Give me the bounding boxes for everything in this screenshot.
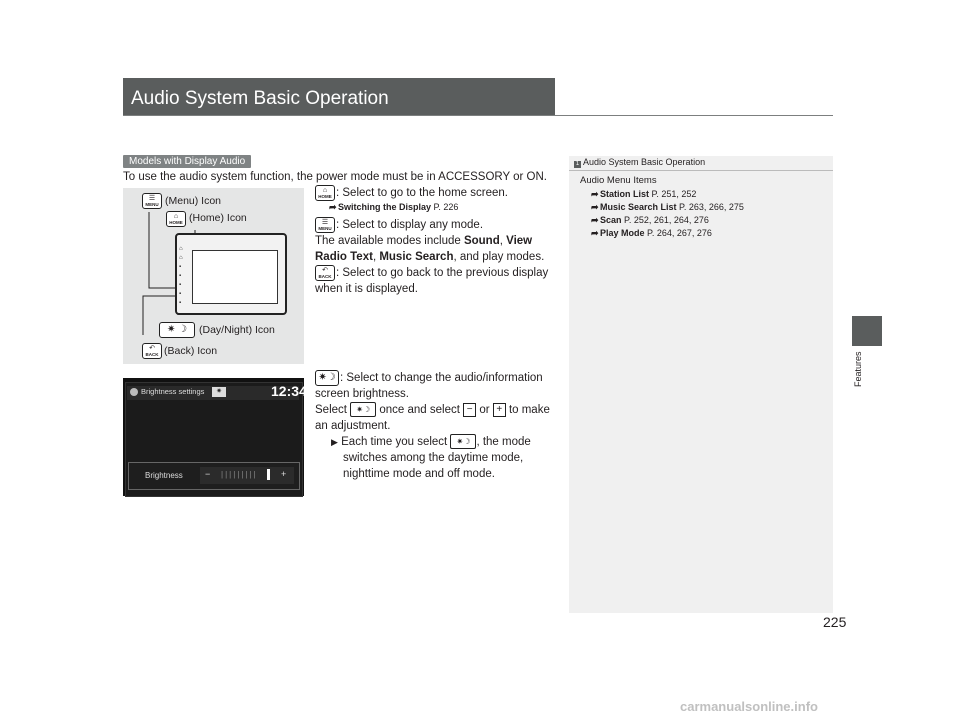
sidebar-heading-rule <box>569 170 833 171</box>
brightness-slider-thumb <box>267 469 270 480</box>
brightness-label: Brightness <box>145 471 183 480</box>
back-arrow-icon <box>130 388 138 396</box>
list-item: ➦Station List P. 251, 252 <box>591 189 697 199</box>
home-icon: ⌂ HOME <box>166 211 186 227</box>
each-time-note-2: switches among the daytime mode, <box>343 452 524 464</box>
home-icon-label: (Home) Icon <box>189 212 247 224</box>
reference-arrow-icon: ➦ <box>329 202 337 212</box>
each-time-note-3: nighttime mode and off mode. <box>343 468 495 480</box>
page-number: 225 <box>823 614 847 630</box>
home-reference: ➦Switching the Display P. 226 <box>329 202 459 212</box>
page-title: Audio System Basic Operation <box>131 88 389 109</box>
day-night-description-2: screen brightness. <box>315 388 409 400</box>
watermark: carmanualsonline.info <box>680 699 818 714</box>
back-icon-label: (Back) Icon <box>164 345 218 357</box>
sidebar-heading: 1 Audio System Basic Operation <box>575 157 706 167</box>
audio-menu-items-title: Audio Menu Items <box>580 175 657 186</box>
day-night-description: : Select to change the audio/information <box>340 372 543 384</box>
reference-arrow-icon: ➦ <box>591 228 599 238</box>
back-description-2: when it is displayed. <box>315 283 418 295</box>
menu-icon-label: (Menu) Icon <box>165 195 222 207</box>
day-night-icon-label: (Day/Night) Icon <box>199 324 275 336</box>
select-instruction: Select ✷☽ once and select − or + to make <box>315 403 550 416</box>
back-icon: ↶ BACK <box>315 265 335 281</box>
side-tab-label: Features <box>853 351 863 387</box>
clock-time: 12:34 <box>271 383 307 399</box>
list-item: ➦Play Mode P. 264, 267, 276 <box>591 228 712 238</box>
menu-icon: ☰ MENU <box>315 217 335 233</box>
day-night-icon: ✷ ☽ <box>159 322 195 338</box>
reference-arrow-icon: ➦ <box>591 189 599 199</box>
note-marker-icon: 1 <box>575 161 580 167</box>
plus-button-icon: + <box>493 403 506 417</box>
day-night-icon: ✷☽ <box>315 370 339 386</box>
reference-arrow-icon: ➦ <box>591 202 599 212</box>
models-tag: Models with Display Audio <box>123 155 251 168</box>
home-description: : Select to go to the home screen. <box>336 187 508 199</box>
menu-description: : Select to display any mode. <box>336 219 484 231</box>
brightness-plus-button: + <box>281 469 287 479</box>
home-icon: ⌂ HOME <box>315 185 335 201</box>
reference-arrow-icon: ➦ <box>591 215 599 225</box>
list-item: ➦Scan P. 252, 261, 264, 276 <box>591 215 709 225</box>
select-instruction-2: an adjustment. <box>315 420 391 432</box>
back-icon: ↶ BACK <box>142 343 162 359</box>
screen-display-area <box>192 250 278 304</box>
title-rule <box>123 115 833 116</box>
sun-icon: ✷ <box>212 387 226 397</box>
brightness-ticks: ||||||||| <box>221 470 258 479</box>
brightness-minus-button: − <box>205 469 211 479</box>
day-night-icon: ✷☽ <box>350 402 376 417</box>
screen-side-buttons-icon: ⌂ ⌂ ▪ ▪ ▪ ▪ ▪ <box>179 246 183 306</box>
menu-icon: ☰ MENU <box>142 193 162 209</box>
side-tab-marker <box>852 316 882 346</box>
reference-list <box>591 188 744 240</box>
modes-line-2: Radio Text, Music Search, and play modes. <box>315 251 545 263</box>
result-arrow-icon: ▶ <box>331 437 338 447</box>
list-item: ➦Music Search List P. 263, 266, 275 <box>591 202 744 212</box>
minus-button-icon: − <box>463 403 476 417</box>
back-description: : Select to go back to the previous display <box>336 267 549 279</box>
intro-text: To use the audio system function, the power mode must be in ACCESSORY or ON. <box>123 171 548 183</box>
day-night-icon: ✷☽ <box>450 434 476 449</box>
brightness-screen-title: Brightness settings <box>141 387 205 396</box>
each-time-note: ▶ Each time you select ✷☽ , the mode <box>331 436 531 448</box>
modes-line-1: The available modes include Sound, View <box>315 235 533 247</box>
